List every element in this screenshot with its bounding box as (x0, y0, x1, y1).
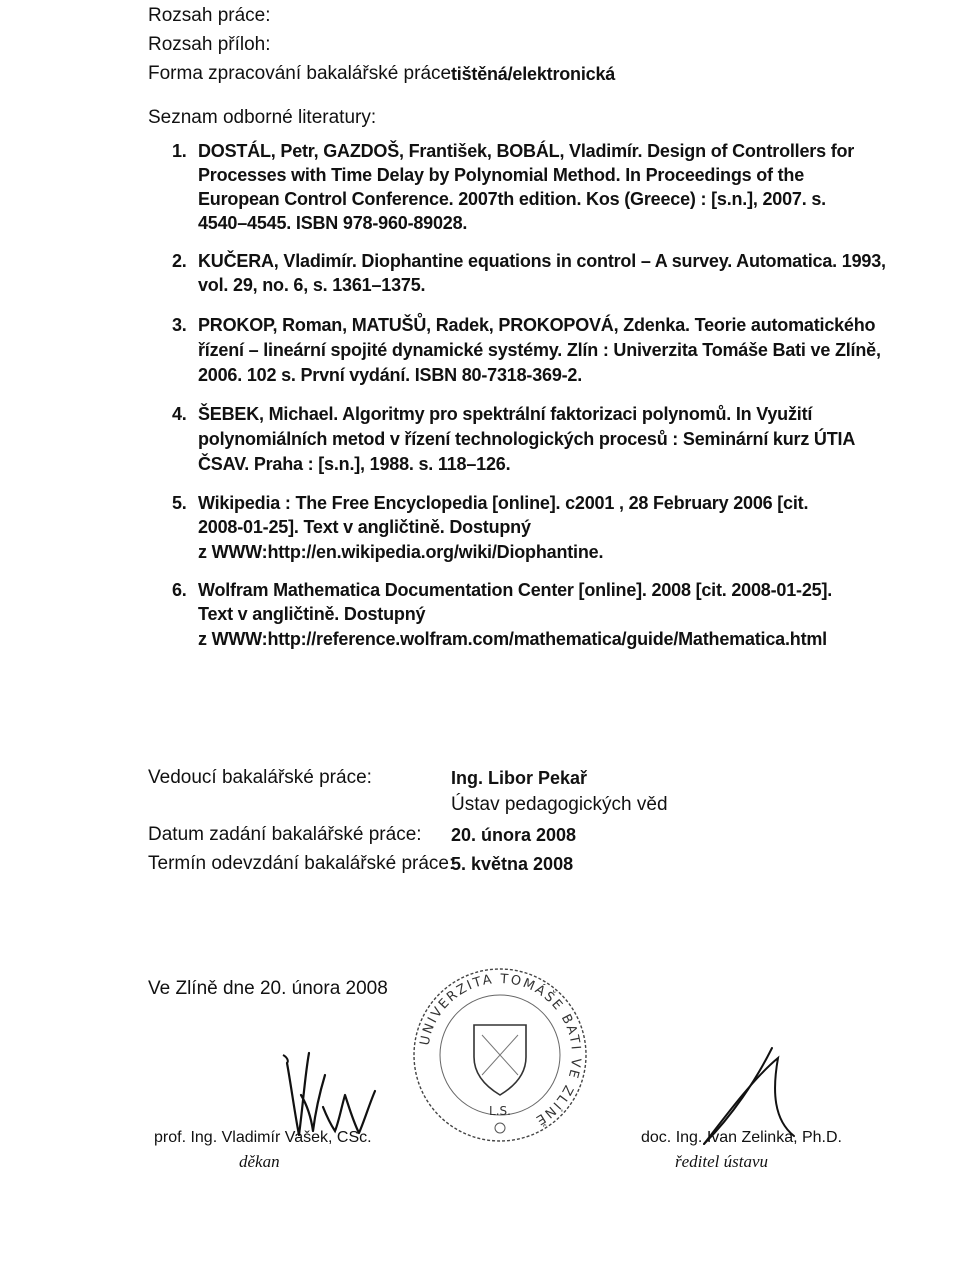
zadani-value: 20. února 2008 (451, 825, 577, 845)
reference-line: vol. 29, no. 6, s. 1361–1375. (198, 275, 426, 295)
director-name: doc. Ing. Ivan Zelinka, Ph.D. (641, 1129, 842, 1146)
reference-line: 2008-01-25]. Text v angličtině. Dostupný (198, 517, 531, 537)
reference-line: ŠEBEK, Michael. Algoritmy pro spektrální faktorizaci polynomů. In Využití (198, 404, 813, 424)
forma-label: Forma zpracování bakalářské práce: (148, 63, 457, 84)
reference-line: z WWW:http://en.wikipedia.org/wiki/Diophantine. (198, 542, 604, 562)
reference-number: 5. (172, 493, 187, 513)
termin-value: 5. května 2008 (451, 854, 574, 874)
forma-value: tištěná/elektronická (451, 64, 616, 84)
zadani-label: Datum zadání bakalářské práce: (148, 824, 422, 845)
reference-line: KUČERA, Vladimír. Diophantine equations in control – A survey. Automatica. 1993, (198, 251, 886, 271)
vedouci-ustav: Ústav pedagogických věd (451, 794, 668, 815)
vedouci-label: Vedoucí bakalářské práce: (148, 767, 372, 788)
reference-number: 3. (172, 315, 187, 335)
reference-number: 2. (172, 251, 187, 271)
reference-line: řízení – lineární spojité dynamické systémy. Zlín : Univerzita Tomáše Bati ve Zlíně, (198, 340, 881, 360)
reference-line: ČSAV. Praha : [s.n.], 1988. s. 118–126. (198, 454, 511, 474)
rozsah-priloh-label: Rozsah příloh: (148, 34, 271, 55)
rozsah-prace-label: Rozsah práce: (148, 5, 271, 26)
reference-number: 6. (172, 580, 187, 600)
vedouci-name: Ing. Libor Pekař (451, 768, 588, 788)
reference-line: polynomiálních metod v řízení technologických procesů : Seminární kurz ÚTIA (198, 429, 856, 449)
dean-title: děkan (239, 1152, 280, 1171)
reference-number: 1. (172, 141, 187, 161)
reference-line: DOSTÁL, Petr, GAZDOŠ, František, BOBÁL, Vladimír. Design of Controllers for (198, 141, 855, 161)
svg-text:L.S.: L.S. (489, 1104, 511, 1118)
seznam-label: Seznam odborné literatury: (148, 107, 377, 128)
director-title: ředitel ústavu (675, 1152, 769, 1171)
reference-line: Text v angličtině. Dostupný (198, 604, 426, 624)
reference-line: z WWW:http://reference.wolfram.com/mathematica/guide/Mathematica.html (198, 629, 827, 649)
dean-name: prof. Ing. Vladimír Vašek, CSc. (154, 1129, 372, 1146)
reference-line: 4540–4545. ISBN 978-960-89028. (198, 213, 468, 233)
svg-text:UNIVERZITA TOMÁŠE BATI VE ZLÍN: UNIVERZITA TOMÁŠE BATI VE ZLÍNĚ (417, 971, 584, 1129)
reference-line: Processes with Time Delay by Polynomial Method. In Proceedings of the (198, 165, 805, 185)
official-stamp (410, 965, 590, 1145)
reference-line: PROKOP, Roman, MATUŠŮ, Radek, PROKOPOVÁ, Zdenka. Teorie automatického (198, 315, 876, 335)
reference-line: Wolfram Mathematica Documentation Center [online]. 2008 [cit. 2008-01-25]. (198, 580, 833, 600)
reference-number: 4. (172, 404, 187, 424)
place-date: Ve Zlíně dne 20. února 2008 (148, 978, 388, 999)
reference-line: European Control Conference. 2007th edition. Kos (Greece) : [s.n.], 2007. s. (198, 189, 826, 209)
termin-label: Termín odevzdání bakalářské práce: (148, 853, 455, 874)
reference-line: 2006. 102 s. První vydání. ISBN 80-7318-369-2. (198, 365, 583, 385)
reference-line: Wikipedia : The Free Encyclopedia [online]. c2001 , 28 February 2006 [cit. (198, 493, 809, 513)
